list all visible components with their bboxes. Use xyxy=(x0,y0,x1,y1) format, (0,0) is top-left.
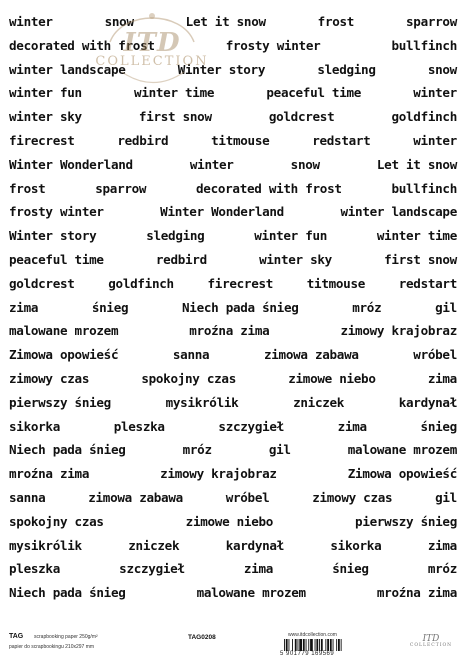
word-row xyxy=(9,514,457,538)
word-label: śnieg xyxy=(332,561,369,577)
word-label: redstart xyxy=(312,132,371,148)
word-label: bullfinch xyxy=(391,37,457,53)
word-label: Niech pada śnieg xyxy=(9,585,126,601)
word-label: spokojny czas xyxy=(141,370,236,386)
footer-paper-spec: scrapbooking paper 250g/m² xyxy=(34,634,98,640)
word-label: titmouse xyxy=(306,275,366,291)
word-label: gil xyxy=(435,489,457,505)
word-label: zima xyxy=(337,418,367,434)
word-label: goldfinch xyxy=(391,109,457,125)
word-label: malowane mrozem xyxy=(9,323,119,339)
word-label: wróbel xyxy=(413,347,457,363)
word-label: malowane mrozem xyxy=(347,442,457,458)
footer xyxy=(0,630,466,660)
word-label: kardynał xyxy=(398,394,457,410)
logo-brand: ITD xyxy=(123,28,181,58)
word-label: frost xyxy=(9,180,46,196)
word-label: zimowe niebo xyxy=(288,370,376,386)
footer-paper-spec-pl: papier do scrapbookingu 210x297 mm xyxy=(9,644,95,650)
word-row xyxy=(9,62,457,86)
word-label: Niech pada śnieg xyxy=(182,299,299,315)
word-label: snow xyxy=(290,156,320,172)
word-label: zima xyxy=(427,370,457,386)
word-label: kardynał xyxy=(225,537,284,553)
word-label: redbird xyxy=(155,251,207,267)
word-label: pleszka xyxy=(113,418,165,434)
word-label: mysikrólik xyxy=(165,394,239,410)
word-label: first snow xyxy=(138,109,212,125)
word-label: goldcrest xyxy=(9,275,75,291)
word-label: sanna xyxy=(172,347,210,363)
word-row xyxy=(9,561,457,585)
word-label: decorated with frost xyxy=(196,180,342,196)
word-label: pleszka xyxy=(9,561,60,577)
ean-number: 5 901779 169569 xyxy=(280,651,335,657)
word-label: mysikrólik xyxy=(9,537,82,553)
word-label: redbird xyxy=(117,132,169,148)
word-label: first snow xyxy=(384,251,457,267)
word-label: zimowy czas xyxy=(312,489,393,505)
word-label: bullfinch xyxy=(391,180,457,196)
word-label: goldfinch xyxy=(108,275,174,291)
word-row xyxy=(9,157,457,181)
word-label: titmouse xyxy=(211,132,270,148)
word-label: Zimowa opowieść xyxy=(9,347,119,363)
word-label: spokojny czas xyxy=(9,513,104,529)
word-label: zniczek xyxy=(128,537,180,553)
word-row xyxy=(9,585,457,609)
word-label: winter xyxy=(9,14,53,29)
word-label: sparrow xyxy=(406,14,457,29)
word-label: winter xyxy=(413,132,457,148)
word-label: sikorka xyxy=(9,418,60,434)
word-label: zima xyxy=(243,561,274,577)
word-label: Zimowa opowieść xyxy=(347,466,457,482)
word-label: malowane mrozem xyxy=(196,585,306,601)
word-row xyxy=(9,442,457,466)
word-label: Winter Wonderland xyxy=(160,204,284,220)
word-label: sledging xyxy=(317,61,376,77)
word-label: sledging xyxy=(146,228,205,244)
word-label: szczygieł xyxy=(119,561,185,577)
word-label: firecrest xyxy=(207,275,274,291)
word-row xyxy=(9,133,457,157)
word-label: zima xyxy=(9,299,39,315)
word-label: zimowy krajobraz xyxy=(340,323,457,339)
word-row xyxy=(9,85,457,109)
word-label: snow xyxy=(104,14,134,29)
word-label: gil xyxy=(268,442,291,458)
word-label: śnieg xyxy=(420,418,457,434)
word-label: śnieg xyxy=(91,299,129,315)
product-code: TAG0208 xyxy=(188,634,216,641)
footer-logo-collection: COLLECTION xyxy=(409,643,453,648)
word-label: gil xyxy=(435,299,457,315)
word-label: sanna xyxy=(9,489,46,505)
word-label: winter xyxy=(413,85,457,101)
word-label: peaceful time xyxy=(9,251,104,267)
word-label: zimowy krajobraz xyxy=(160,466,277,482)
word-row xyxy=(9,300,457,324)
website-link[interactable]: www.itdcollection.com xyxy=(288,632,337,638)
word-label: mróz xyxy=(352,299,382,315)
word-label: winter landscape xyxy=(340,204,457,220)
word-row xyxy=(9,38,457,62)
word-label: snow xyxy=(427,61,457,77)
footer-tag: TAG xyxy=(9,633,24,640)
word-rows xyxy=(9,14,457,609)
word-label: wróbel xyxy=(225,489,270,505)
word-row xyxy=(9,371,457,395)
word-label: goldcrest xyxy=(268,109,335,125)
word-label: pierwszy śnieg xyxy=(355,513,457,529)
word-row xyxy=(9,395,457,419)
word-label: Let it snow xyxy=(185,14,266,29)
word-label: zimowa zabawa xyxy=(263,347,359,363)
word-label: mroźna zima xyxy=(376,585,457,601)
word-label: Let it snow xyxy=(376,156,457,172)
word-label: winter landscape xyxy=(9,61,126,77)
word-label: zima xyxy=(427,537,457,553)
word-row xyxy=(9,538,457,562)
logo-collection: COLLECTION xyxy=(95,54,209,69)
word-label: winter fun xyxy=(254,228,328,244)
word-row xyxy=(9,490,457,514)
word-label: Niech pada śnieg xyxy=(9,442,126,458)
word-row xyxy=(9,181,457,205)
word-label: Winter Wonderland xyxy=(9,156,133,172)
word-label: frosty winter xyxy=(225,37,321,53)
word-row xyxy=(9,347,457,371)
word-row xyxy=(9,228,457,252)
word-label: winter sky xyxy=(9,109,82,125)
word-row xyxy=(9,466,457,490)
word-label: decorated with frost xyxy=(9,37,155,53)
word-label: zimowe niebo xyxy=(185,513,274,529)
word-label: mroźna zima xyxy=(189,323,270,339)
footer-logo xyxy=(406,634,456,648)
word-label: zniczek xyxy=(293,394,345,410)
barcode-icon xyxy=(284,639,368,651)
word-label: zimowa zabawa xyxy=(88,489,183,505)
word-label: winter time xyxy=(376,228,457,244)
word-label: mróz xyxy=(182,442,212,458)
word-label: mroźna zima xyxy=(9,466,90,482)
word-label: sikorka xyxy=(330,537,382,553)
word-label: winter sky xyxy=(259,251,332,267)
word-label: sparrow xyxy=(95,180,147,196)
word-label: pierwszy śnieg xyxy=(9,394,111,410)
word-label: redstart xyxy=(398,275,457,291)
word-label: Winter story xyxy=(177,61,266,77)
word-row xyxy=(9,323,457,347)
word-label: frost xyxy=(317,14,355,29)
word-row xyxy=(9,419,457,443)
word-label: peaceful time xyxy=(266,85,362,101)
word-label: Winter story xyxy=(9,228,97,244)
word-label: firecrest xyxy=(9,132,75,148)
word-label: winter fun xyxy=(9,85,82,101)
word-row xyxy=(9,14,457,38)
word-label: winter time xyxy=(134,85,215,101)
word-row xyxy=(9,252,457,276)
word-label: frosty winter xyxy=(9,204,104,220)
word-row xyxy=(9,204,457,228)
word-label: zimowy czas xyxy=(9,370,90,386)
word-label: szczygieł xyxy=(218,418,284,434)
word-label: mróz xyxy=(427,561,457,577)
footer-logo-brand: ITD xyxy=(422,634,440,644)
word-row xyxy=(9,109,457,133)
word-label: winter xyxy=(189,156,234,172)
word-row xyxy=(9,276,457,300)
